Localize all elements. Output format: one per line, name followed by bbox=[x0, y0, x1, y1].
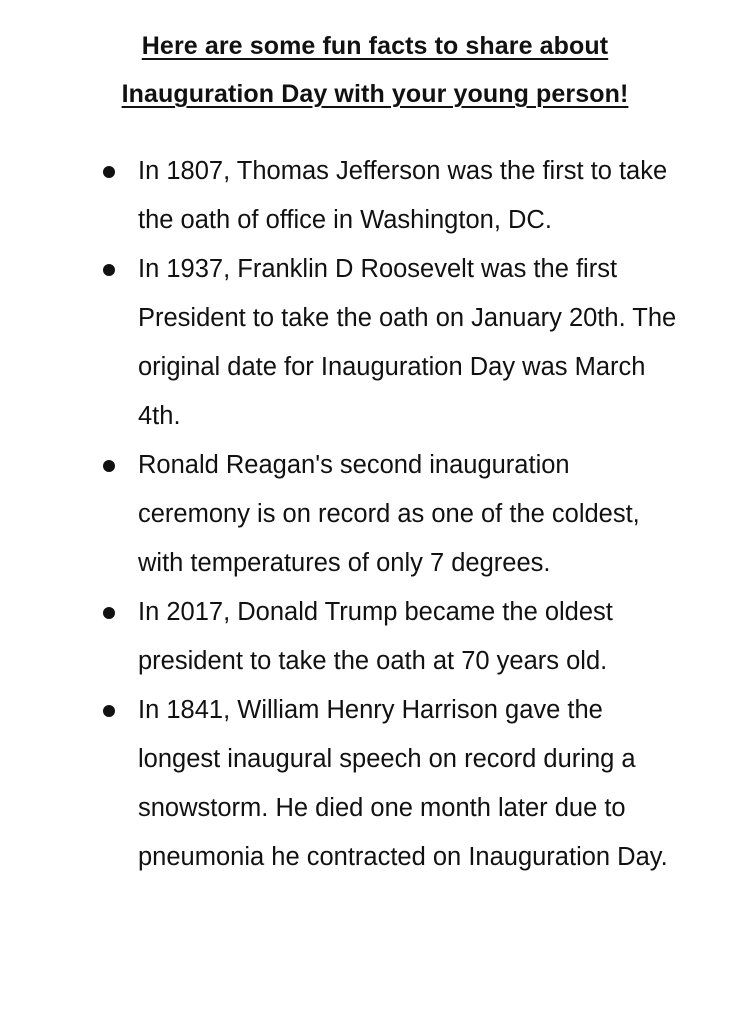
page-title bbox=[0, 0, 750, 118]
title-line-1: Here are some fun facts to share about bbox=[141, 32, 609, 60]
list-item bbox=[0, 686, 750, 882]
title-line-2: Inauguration Day with your young person! bbox=[121, 80, 629, 108]
fact-text: In 2017, Donald Trump became the oldest president to take the oath at 70 years old. bbox=[138, 598, 613, 675]
list-item bbox=[0, 441, 750, 588]
fact-text: In 1807, Thomas Jefferson was the first to take the oath of office in Washington, DC. bbox=[138, 157, 668, 234]
list-item bbox=[0, 147, 750, 245]
bullet-icon bbox=[103, 264, 115, 276]
bullet-icon bbox=[103, 166, 115, 178]
fact-text: Ronald Reagan's second inauguration ceremony is on record as one of the coldest, with temperatures of only 7 degrees. bbox=[138, 451, 640, 577]
list-item bbox=[0, 588, 750, 686]
fact-text: In 1841, William Henry Harrison gave the longest inaugural speech on record during a snowstorm. He died one month later due to pneumonia he contracted on Inauguration Day. bbox=[138, 696, 668, 871]
bullet-icon bbox=[103, 607, 115, 619]
list-item bbox=[0, 245, 750, 441]
fact-text: In 1937, Franklin D Roosevelt was the first President to take the oath on January 20th. The original date for Inauguration Day was March 4th. bbox=[138, 255, 677, 430]
bullet-icon bbox=[103, 705, 115, 717]
bullet-icon bbox=[103, 460, 115, 472]
fun-facts-list bbox=[0, 147, 750, 882]
